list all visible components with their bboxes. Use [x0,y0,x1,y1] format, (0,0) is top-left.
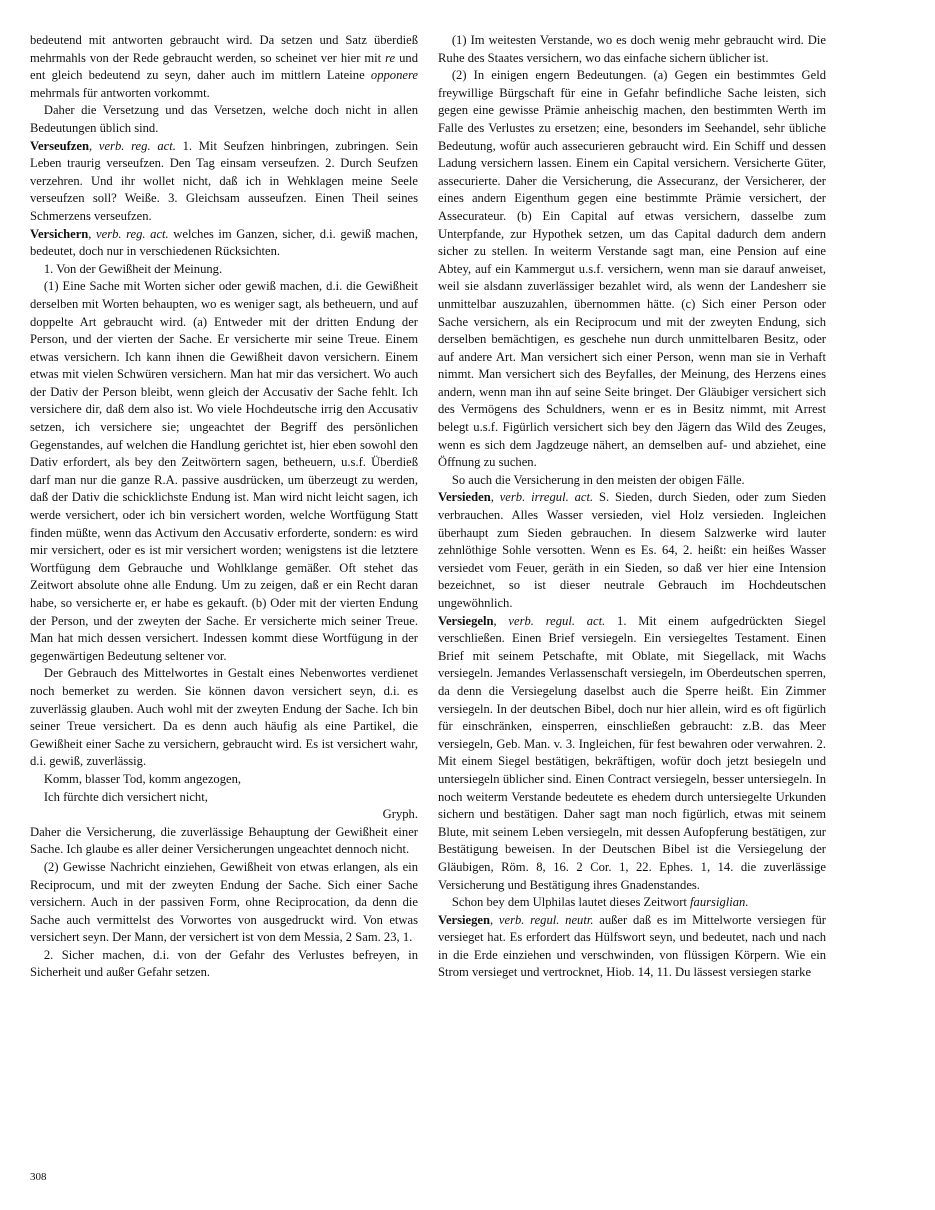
entry-versichern: Versichern, verb. reg. act. welches im Ganzen, sicher, d.i. gewiß machen, bedeutet, doch nur in verschiedenen Rücksichten. [30,226,418,259]
entry-versieden: Versieden, verb. irregul. act. S. Sieden, durch Sieden, oder zum Sieden verbrauchen. Alles Wasser versieden, viel Holz versieden. Ingleichen überhaupt zum Sieden gebrauchen. In diesem Salzwerke wird lauter zehnlöthige Sohle versotten. Wenn es Es. 64, 2. heißt: ein heißes Wasser versiedet vom Feuer, geräth in ein Sieden, so daß ver hier eine Intension bezeichnet, so ist dieser neutrale Gebrauch im Hochdeutschen ungewöhnlich. [438,490,826,610]
citation: Gryph. [382,807,418,822]
left-column [30,32,418,982]
entry-headword: Verseufzen [30,138,89,153]
grammar-label: verb. reg. act. [96,226,169,241]
entry-headword: Versichern [30,226,89,241]
paragraph: Daher die Versetzung und das Versetzen, welche doch nicht in allen Bedeutungen üblich sind. [30,103,418,135]
entry-versiegen: Versiegen, verb. regul. neutr. außer daß es im Mittelworte versiegen für versieget hat. Es erfordert das Hülfswort seyn, und bedeutet, nach und nach in die Erde einziehen und verschwinden, von flüssigen Körpern. Wie ein Strom versieget und vertrocknet, Hiob. 14, 11. Du lässest versiegen starke [438,912,826,980]
paragraph: Der Gebrauch des Mittelwortes in Gestalt eines Nebenwortes verdienet noch bemerket zu werden. Sie können davon versichert seyn, d.i. es zuverlässig glauben. Auch wohl mit der zweyten Endung der Sache. Ich bin seiner Treue versichert. Da es denn auch häufig als eine Partikel, die Gewißheit einer Sache zu versichern, gebraucht wird. Es ist versichert wahr, d.i. gewiß, zuverlässig. [30,666,418,769]
right-column [438,32,826,982]
paragraph: Daher die Versicherung, die zuverlässige Behauptung der Gewißheit einer Sache. Ich glaube es aller deiner Versicherungen ungeachtet dennoch nicht. [30,824,418,857]
paragraph: bedeutend mit antworten gebraucht wird. Da setzen und Satz überdieß mehrmahls von der Rede gebraucht werden, so scheinet ver hier mit re und ent gleich bedeutend zu seyn, daher auch im mittlern Lateine opponere mehrmals für antworten vorkommt. [30,33,418,100]
entry-headword: Versiegeln [438,613,494,628]
paragraph: (2) In einigen engern Bedeutungen. (a) Gegen ein bestimmtes Geld freywillige Bürgschaft für eine in Gefahr befindliche Sache leisten, sich gegen eine gewisse Prämie anheischig machen, den bestimmten Werth im Falle des Verlustes zu ersetzen; eine, besonders im Seehandel, sehr übliche Bedeutung, wofür auch assecurieren gebraucht wird. Ein Schiff und dessen Ladung versichern lassen. Einem ein Capital versichern. Versicherte Güter, assecurierte. Daher die Versicherung, die Assecuranz, der Versicherer, der eines andern Eigenthum gegen eine bestimmte Prämie versichert, der Assecurateur. (b) Ein Capital auf etwas versichern, dasselbe zum Unterpfande, zur Hypothek setzen, um das Capital dadurch dem andern sicher zu stellen. In weiterm Verstande sagt man, eine Pension auf eine Abtey, auf ein Kammergut u.s.f. versichern, wenn man sie darauf anweiset, weil sie alsdann zuverlässiger bezahlet wird, als wenn der Landesherr sie unmittelbar auszuzahlen, übernommen hätte. (c) Sich einer Person oder Sache versichern, als ein Reciprocum und mit der zweyten Endung, sich derselben bemächtigen, es geschehe nun durch unmittelbaren Besitz, oder auf andere Art. Man versichert sich einer Person, wenn man sie in Verhaft nimmt. Man versichert sich des Beyfalles, der Meinung, des Herzens eines andern, wenn man ihn auf seine Seite bringet. Der Gläubiger versichert sich des Vermögens des Schuldners, wenn er es in Besitz nimmt, mit Arrest belegt u.s.f. Figürlich versichert sich bey den Jägern das Wild des Zeuges, wenn es sich dem Jagdzeuge nähert, an demselben auf- und abziehet, eine Öffnung zu suchen. [438,68,826,470]
paragraph: (1) Eine Sache mit Worten sicher oder gewiß machen, d.i. die Gewißheit derselben mit Worten behaupten, wo es weniger sagt, als betheuern, und auf doppelte Art gebraucht wird. (a) Entweder mit der dritten Endung der Person, und der vierten der Sache. Er versicherte mir seine Treue. Einem etwas versichern. Ich kann ihnen die Gewißheit davon versichern. Einem etwas mit vielen Schwüren versichern. Man hat mir das versichert. Wo auch der Dativ der Person bleibt, wenn gleich der Accusativ der Sache fehlt. Ich versichere dir, daß dem also ist. Wo viele Hochdeutsche irrig den Accusativ setzen, ich versichere sie; ungeachtet der Begriff des persönlichen Gegenstandes, auf welchen die Handlung gerichtet ist, hier eben sowohl den Dativ erfordert, als bey den Zeitwörtern sagen, betheuern, u.s.f. Überdieß darf man nur die ganze R.A. passive ausdrücken, um überzeugt zu werden, daß der Dativ die schicklichste Endung ist. Man wird nicht leicht sagen, ich werde versichert, oder ich bin versichert worden, welche Wortfügung Statt finden müßte, wenn das Activum den Accusativ erforderte, sondern: es wird mir versichert, oder es ist mir versichert worden; wenigstens ist die letztere Wortfügung dem Gebrauche und Wohlklange gemäßer. Oft stehet das Zeitwort absolute ohne alle Endung. Um zu zeigen, daß er ein Recht daran habe, so versicherte er, er habe es gekauft. (b) Oder mit der vierten Endung der Person, und der zweyten der Sache. Er versicherte mich seiner Treue. Man hat mich dessen versichert. Indessen kommt diese Wortfügung in der gegenwärtigen Bedeutung seltener vor. [30,279,418,663]
entry-verseufzen: Verseufzen, verb. reg. act. 1. Mit Seufzen hinbringen, zubringen. Sein Leben traurig verseufzen. Den Tag einsam verseufzen. 2. Durch Seufzen verzehren. Und ihr wollet nicht, daß ich in Wehklagen meine Seele verseufzen soll? Weiße. 3. Gleichsam ausseufzen. Einen Theil seines Schmerzens verseufzen. [30,138,419,223]
verse-line: Komm, blasser Tod, komm angezogen, [43,771,242,786]
entry-headword: Versiegen [438,912,490,927]
grammar-label: verb. regul. neutr. [498,912,594,927]
entry-versiegeln: Versiegeln, verb. regul. act. 1. Mit einem aufgedrückten Siegel verschließen. Einen Brief versiegeln. Ein versiegeltes Testament. Einen Brief mit seinem Petschafte, mit Oblate, mit Siegellack, mit Wachs versiegeln. Jemandes Verlassenschaft versiegeln, im Oberdeutschen sperren, da denn die Versiegelung daselbst auch die Sperre heißt. Ein Zimmer versiegeln. In der deutschen Bibel, doch nur hier allein, wird es oft figürlich für einschränken, einsperren, einschließen gebraucht: z.B. das Meer versiegeln, Geb. Man. v. 3. Ingleichen, für fest bewahren oder verwahren. 2. Mit einem Siegel bestätigen, bekräftigen, wofür doch jetzt besiegeln und untersiegeln üblicher sind. Einen Contract versiegeln, besser untersiegeln. In noch weiterm Verstande bedeutete es ehedem durch untersiegelte Urkunden sichern und bestätigen. Daher sagt man noch figürlich, etwas mit seinem Blute, mit seinem Leben versiegeln, mit dessen Aufopferung bestätigen, zur Bestätigung beweisen. In der Deutschen Bibel ist die Versiegelung der Gläubigen, Röm. 8, 16. 2 Cor. 1, 22. Ephes. 1, 14. die zuverlässige Versicherung und Bestätigung ihres Gnadenstandes. [438,613,827,892]
verse-line: Ich fürchte dich versichert nicht, [43,789,208,804]
paragraph: Schon bey dem Ulphilas lautet dieses Zeitwort faursiglian. [451,895,749,910]
paragraph: (1) Im weitesten Verstande, wo es doch wenig mehr gebraucht wird. Die Ruhe des Staates versichern, wo das einfache sichern üblicher ist. [438,33,826,65]
entry-headword: Versieden [438,490,491,505]
paragraph: So auch die Versicherung in den meisten der obigen Fälle. [451,472,745,487]
paragraph: 1. Von der Gewißheit der Meinung. [43,261,223,276]
page-number: 308 [30,1171,47,1183]
grammar-label: verb. regul. act. [508,613,606,628]
grammar-label: verb. irregul. act. [499,490,594,505]
grammar-label: verb. reg. act. [98,138,176,153]
paragraph: 2. Sicher machen, d.i. von der Gefahr des Verlustes befreyen, in Sicherheit und außer Gefahr setzen. [30,947,418,980]
paragraph: (2) Gewisse Nachricht einziehen, Gewißheit von etwas erlangen, als ein Reciprocum, und mit der zweyten Endung der Sache. Sich einer Sache versichern. Auch in der passiven Form, ohne Reciprocation, da denn die Sache auch vermittelst des Vorwortes von ausgedruckt wird. Von etwas versichert seyn. Der Mann, der versichert ist von dem Messia, 2 Sam. 23, 1. [30,859,418,945]
